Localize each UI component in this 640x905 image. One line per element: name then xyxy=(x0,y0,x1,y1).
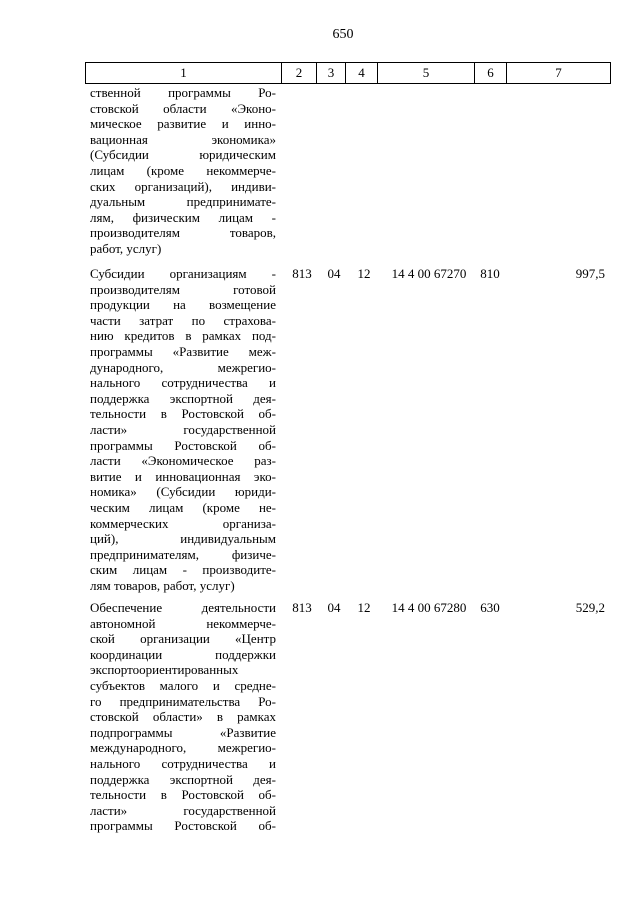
page-number: 650 xyxy=(332,27,354,42)
header-col-4: 4 xyxy=(346,63,378,84)
desc-line: лям товаров, работ, услуг) xyxy=(90,577,235,593)
desc-line: го предпринимательства Ро- xyxy=(90,693,276,709)
desc-line: ласти «Экономическое раз- xyxy=(90,453,276,469)
desc-line: продукции на возмещение xyxy=(90,297,276,313)
cell-expense-type: 810 xyxy=(480,266,500,281)
desc-line: предпринимателям, физиче- xyxy=(90,546,276,562)
desc-line: экспортоориентированных xyxy=(90,662,239,678)
desc-line: ских организаций), индиви- xyxy=(90,178,276,194)
desc-line: дународного, межрегио- xyxy=(90,359,276,375)
cell-section-code: 04 xyxy=(327,600,341,615)
header-col-6: 6 xyxy=(475,63,507,84)
cell-section-code: 04 xyxy=(327,266,341,281)
cell-subsection-code: 12 xyxy=(357,266,371,281)
desc-line: ласти» государственной xyxy=(90,802,276,818)
desc-line: работ, услуг) xyxy=(90,240,162,256)
header-col-3: 3 xyxy=(317,63,346,84)
cell-ministry-code: 813 xyxy=(292,600,312,615)
desc-line: лям, физическим лицам - xyxy=(90,209,276,225)
desc-line: производителям готовой xyxy=(90,281,276,297)
row-description xyxy=(90,600,276,834)
desc-line: программы «Развитие меж- xyxy=(90,343,276,359)
desc-line: мическое развитие и инно- xyxy=(90,116,276,132)
desc-line: ским лицам - производите- xyxy=(90,562,276,578)
header-col-2: 2 xyxy=(282,63,317,84)
cell-expense-type: 630 xyxy=(480,600,500,615)
row-description xyxy=(90,85,276,257)
desc-line: автономной некоммерче- xyxy=(90,615,276,631)
cell-amount: 997,5 xyxy=(575,266,605,281)
desc-line: Обеспечение деятельности xyxy=(90,600,276,615)
desc-line: нального сотрудничества и xyxy=(90,375,276,391)
desc-line: вационная экономика» xyxy=(90,131,276,147)
desc-line: программы Ростовской об- xyxy=(90,818,276,834)
desc-line: стовской области «Эконо- xyxy=(90,100,276,116)
desc-line: координации поддержки xyxy=(90,646,276,662)
desc-line: части затрат по страхова- xyxy=(90,312,276,328)
desc-line: ласти» государственной xyxy=(90,421,276,437)
desc-line: нию кредитов в рамках под- xyxy=(90,328,276,344)
desc-line: тельности в Ростовской об- xyxy=(90,787,276,803)
desc-line: ственной программы Ро- xyxy=(90,85,276,100)
desc-line: производителям товаров, xyxy=(90,225,276,241)
desc-line: номика» (Субсидии юриди- xyxy=(90,484,276,500)
cell-target-article: 14 4 00 67270 xyxy=(391,266,467,281)
desc-line: стовской области» в рамках xyxy=(90,709,276,725)
desc-line: тельности в Ростовской об- xyxy=(90,406,276,422)
desc-line: Субсидии организациям - xyxy=(90,266,276,281)
desc-line: дуальным предпринимате- xyxy=(90,194,276,210)
desc-line: поддержка экспортной дея- xyxy=(90,771,276,787)
desc-line: ческим лицам (кроме не- xyxy=(90,499,276,515)
desc-line: витие и инновационная эко- xyxy=(90,468,276,484)
header-col-7: 7 xyxy=(507,63,611,84)
desc-line: (Субсидии юридическим xyxy=(90,147,276,163)
desc-line: нального сотрудничества и xyxy=(90,755,276,771)
column-header-table xyxy=(85,62,611,84)
row-description xyxy=(90,266,276,593)
desc-line: ской организации «Центр xyxy=(90,631,276,647)
cell-amount: 529,2 xyxy=(575,600,605,615)
cell-target-article: 14 4 00 67280 xyxy=(391,600,467,615)
desc-line: субъектов малого и средне- xyxy=(90,677,276,693)
header-col-1: 1 xyxy=(86,63,282,84)
header-col-5: 5 xyxy=(378,63,475,84)
desc-line: программы Ростовской об- xyxy=(90,437,276,453)
desc-line: поддержка экспортной дея- xyxy=(90,390,276,406)
desc-line: подпрограммы «Развитие xyxy=(90,724,276,740)
desc-line: лицам (кроме некоммерче- xyxy=(90,162,276,178)
desc-line: международного, межрегио- xyxy=(90,740,276,756)
cell-subsection-code: 12 xyxy=(357,600,371,615)
desc-line: коммерческих организа- xyxy=(90,515,276,531)
header-row xyxy=(86,63,611,84)
desc-line: ций), индивидуальным xyxy=(90,531,276,547)
cell-ministry-code: 813 xyxy=(292,266,312,281)
